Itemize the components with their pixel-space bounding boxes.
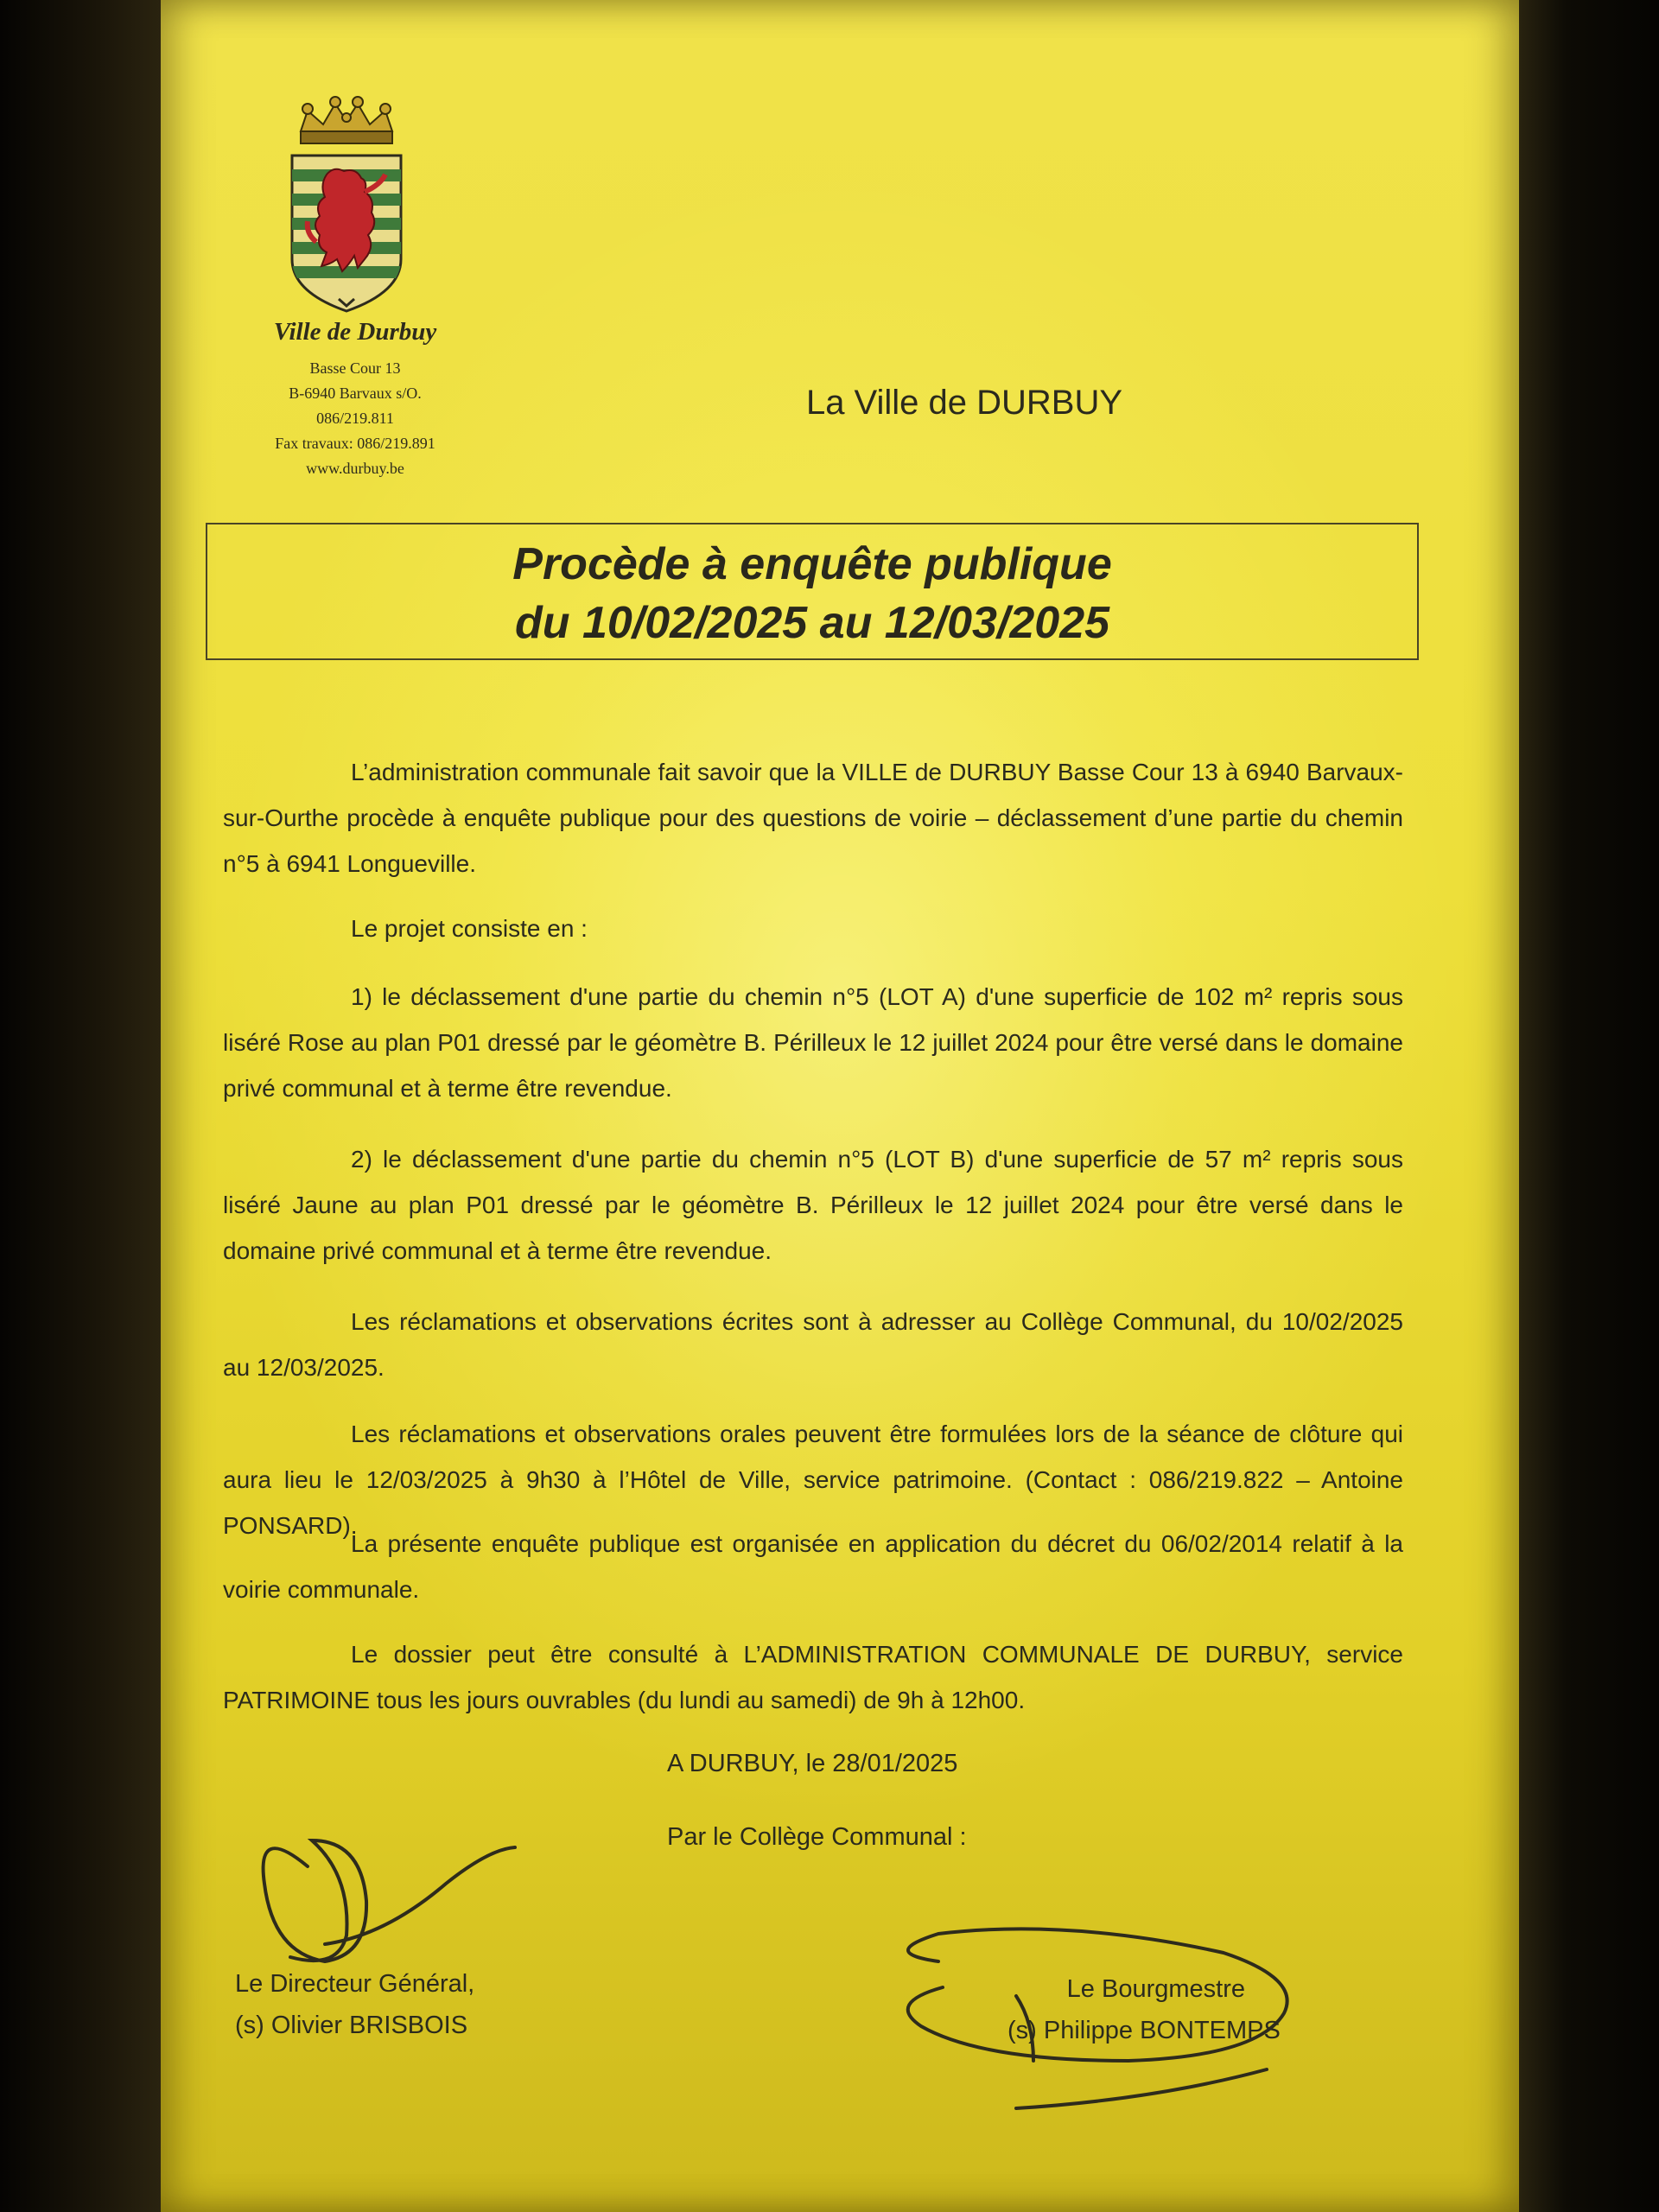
municipal-crest-block [256, 95, 437, 477]
display-frame-left [0, 0, 164, 2212]
town-address [256, 356, 454, 481]
notice-period: du 10/02/2025 au 12/03/2025 [514, 598, 1110, 648]
director-signature [264, 1840, 515, 1961]
paragraph-announcement [223, 749, 1403, 887]
paragraph-text: 1) le déclassement d'une partie du chemin n°5 (LOT A) d'une superficie de 102 m² repris sous liséré Rose au plan P01 dressé par le géomètre B. Périlleux le 12 juillet 2024 pour être versé dans le domaine privé communal et à terme être revendue. [223, 983, 1403, 1102]
paragraph-text: L’administration communale fait savoir que la VILLE de DURBUY Basse Cour 13 à 6940 Barvaux-sur-Ourthe procède à enquête publique pour des questions de voirie – déclassement d’une partie du chemin n°5 à 6941 Longueville. [223, 759, 1403, 877]
phone-line: 086/219.811 [316, 410, 394, 427]
signed-by-line: Par le Collège Communal : [667, 1823, 967, 1851]
director-name: (s) Olivier BRISBOIS [235, 2012, 468, 2039]
director-signature-block [235, 1963, 474, 2046]
notice-title: Procède à enquête publique [512, 539, 1112, 589]
director-title: Le Directeur Général, [235, 1970, 475, 1998]
notice-title-box [206, 523, 1419, 660]
paragraph-legal-basis [223, 1521, 1403, 1612]
paragraph-text: 2) le déclassement d'une partie du chemin n°5 (LOT B) d'une superficie de 57 m² repris sous liséré Jaune au plan P01 dressé par le géomètre B. Périlleux le 12 juillet 2024 pour être versé dans le domaine privé communal et à terme être revendue. [223, 1146, 1403, 1264]
paragraph-lot-b [223, 1136, 1403, 1274]
paragraph-written-claims [223, 1299, 1403, 1390]
website-line: www.durbuy.be [306, 460, 404, 477]
paragraph-text: Les réclamations et observations écrites sont à adresser au Collège Communal, du 10/02/2025 au 12/03/2025. [223, 1308, 1403, 1381]
paragraph-text: Les réclamations et observations orales peuvent être formulées lors de la séance de clôture qui aura lieu le 12/03/2025 à 9h30 à l’Hôtel de Ville, service patrimoine. (Contact : 086/219.822 – Antoine PONSARD). [223, 1421, 1403, 1539]
paragraph-lot-a [223, 974, 1403, 1111]
address-line: Basse Cour 13 [309, 359, 401, 377]
mayor-title: Le Bourgmestre [1066, 1975, 1245, 2003]
town-name: Ville de Durbuy [273, 318, 437, 346]
display-frame-right [1516, 0, 1659, 2212]
coat-of-arms-icon [282, 95, 411, 315]
fax-line: Fax travaux: 086/219.891 [275, 435, 435, 452]
address-line: B-6940 Barvaux s/O. [289, 385, 422, 402]
paragraph-text: Le projet consiste en : [351, 915, 588, 942]
paragraph-text: Le dossier peut être consulté à L’ADMINISTRATION COMMUNALE DE DURBUY, service PATRIMOINE tous les jours ouvrables (du lundi au samedi) de 9h à 12h00. [223, 1641, 1403, 1713]
place-and-date: A DURBUY, le 28/01/2025 [667, 1750, 958, 1777]
paragraph-consultation [223, 1631, 1403, 1723]
crown-icon [301, 97, 392, 143]
mayor-name: (s) Philippe BONTEMPS [1007, 2017, 1281, 2044]
public-notice-poster [161, 0, 1519, 2212]
notice-heading: La Ville de DURBUY [805, 384, 1123, 422]
paragraph-text: La présente enquête publique est organisée en application du décret du 06/02/2014 relatif à la voirie communale. [223, 1530, 1403, 1603]
mayor-signature-block [1007, 1968, 1281, 2051]
paragraph-project-intro [223, 906, 1403, 951]
